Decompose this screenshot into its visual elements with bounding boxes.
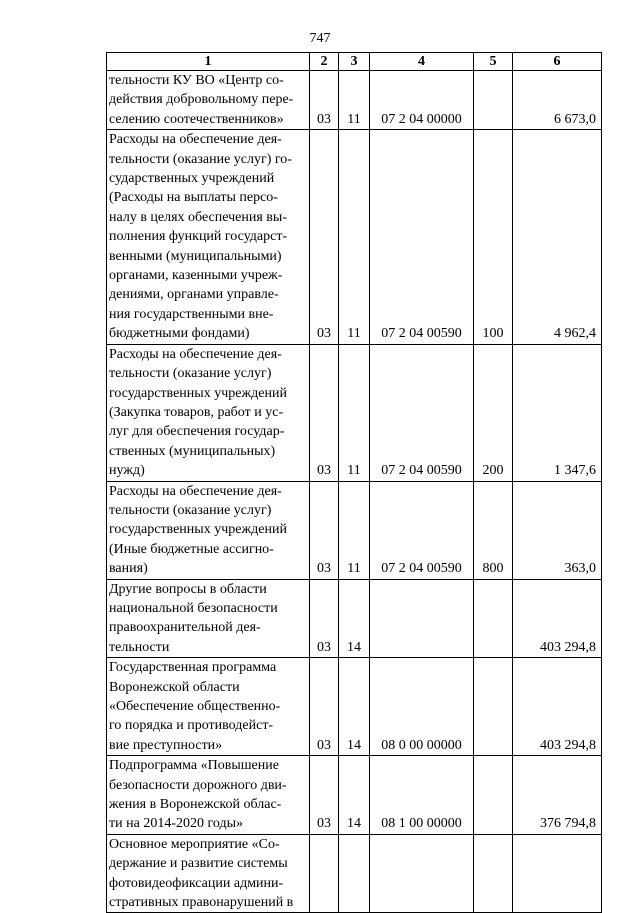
amount-cell: 363,0 [513,481,602,579]
row-name-line: ти на 2014-2020 годы» [109,816,243,832]
row-name-line: Другие вопросы в области [109,581,267,597]
budget-table [106,52,602,913]
amount-cell: 4 962,4 [513,130,602,344]
table-row [107,344,602,481]
expense-type-cell [474,71,513,130]
header-col-3: 3 [339,53,370,71]
row-name-line: луг для обеспечения государ- [109,424,285,440]
row-name-cell [107,481,310,579]
section-code-cell: 03 [310,130,339,344]
subsection-code-cell: 11 [339,71,370,130]
target-article-cell: 07 2 04 00590 [370,130,474,344]
subsection-code-cell: 14 [339,658,370,756]
row-name-line: фотовидеофиксации админи- [109,875,284,891]
row-name-line: налу в целях обеспечения вы- [109,209,287,225]
row-name-cell [107,579,310,658]
amount-cell: 1 347,6 [513,344,602,481]
row-name-line: национальной безопасности [109,600,278,616]
row-name-line: вания) [109,561,148,577]
subsection-code-cell [339,834,370,913]
row-name-line: (Закупка товаров, работ и ус- [109,404,284,420]
row-name-cell [107,834,310,913]
row-name-line: правоохранительной дея- [109,620,261,636]
table-row [107,756,602,835]
header-col-6: 6 [513,53,602,71]
row-name-line: «Обеспечение общественно- [109,699,281,714]
row-name-line: стративных правонарушений в [109,895,294,911]
page-number: 747 [309,31,331,46]
row-name-line: Расходы на обеспечение дея- [109,483,282,499]
section-code-cell: 03 [310,71,339,130]
amount-cell: 376 794,8 [513,756,602,835]
row-name-line: вие преступности» [109,737,223,753]
section-code-cell: 03 [310,756,339,835]
row-name-line: тельности КУ ВО «Центр со- [109,73,284,88]
header-col-1: 1 [107,53,310,71]
row-name-cell [107,756,310,835]
row-name-line: государственных учреждений [109,522,287,538]
row-name-line: Воронежской области [109,679,240,695]
header-col-4: 4 [370,53,474,71]
header-row [107,53,602,71]
table-row [107,658,602,756]
expense-type-cell [474,756,513,835]
target-article-cell: 07 2 04 00590 [370,481,474,579]
row-name-line: держание и развитие системы [109,856,288,872]
amount-cell: 403 294,8 [513,579,602,658]
subsection-code-cell: 14 [339,756,370,835]
target-article-cell [370,834,474,913]
row-name-line: тельности (оказание услуг) [109,502,272,518]
row-name-line: (Иные бюджетные ассигно- [109,541,274,557]
row-name-cell [107,71,310,130]
row-name-line: государственных учреждений [109,385,287,401]
target-article-cell: 07 2 04 00590 [370,344,474,481]
subsection-code-cell: 14 [339,579,370,658]
row-name-line: органами, казенными учреж- [109,268,283,284]
section-code-cell: 03 [310,579,339,658]
row-name-line: Подпрограмма «Повышение [109,758,279,774]
table-row [107,834,602,913]
section-code-cell: 03 [310,481,339,579]
expense-type-cell: 200 [474,344,513,481]
row-name-line: (Расходы на выплаты персо- [109,190,278,206]
expense-type-cell [474,834,513,913]
row-name-line: венными (муниципальными) [109,248,282,264]
amount-cell [513,834,602,913]
section-code-cell [310,834,339,913]
subsection-code-cell: 11 [339,130,370,344]
target-article-cell: 08 0 00 00000 [370,658,474,756]
table-row [107,579,602,658]
row-name-line: Государственная программа [109,660,277,676]
subsection-code-cell: 11 [339,481,370,579]
table-row [107,481,602,579]
row-name-line: Основное мероприятие «Со- [109,836,280,852]
row-name-line: ния государственными вне- [109,306,274,322]
table-row [107,130,602,344]
expense-type-cell: 100 [474,130,513,344]
row-name-cell [107,344,310,481]
expense-type-cell [474,579,513,658]
expense-type-cell: 800 [474,481,513,579]
row-name-line: сударственных учреждений [109,171,275,187]
row-name-line: жения в Воронежской облас- [109,797,282,813]
row-name-cell [107,130,310,344]
section-code-cell: 03 [310,658,339,756]
row-name-line: бюджетными фондами) [109,326,250,342]
row-name-line: ственных (муниципальных) [109,443,276,459]
section-code-cell: 03 [310,344,339,481]
row-name-cell [107,658,310,756]
amount-cell: 403 294,8 [513,658,602,756]
header-col-2: 2 [310,53,339,71]
table-row [107,71,602,130]
row-name-line: селению соотечественников» [109,111,284,127]
row-name-line: нужд) [109,463,145,479]
row-name-line: тельности (оказание услуг) го- [109,151,292,167]
target-article-cell [370,579,474,658]
row-name-line: дениями, органами управле- [109,287,279,303]
row-name-line: тельности (оказание услуг) [109,366,272,382]
target-article-cell: 07 2 04 00000 [370,71,474,130]
row-name-line: Расходы на обеспечение дея- [109,132,282,148]
amount-cell: 6 673,0 [513,71,602,130]
row-name-line: действия добровольному пере- [109,92,294,108]
row-name-line: го порядка и противодейст- [109,718,274,734]
header-col-5: 5 [474,53,513,71]
row-name-line: тельности [109,639,170,655]
target-article-cell: 08 1 00 00000 [370,756,474,835]
expense-type-cell [474,658,513,756]
row-name-line: Расходы на обеспечение дея- [109,346,282,362]
row-name-line: безопасности дорожного дви- [109,777,287,793]
row-name-line: полнения функций государст- [109,229,288,245]
subsection-code-cell: 11 [339,344,370,481]
